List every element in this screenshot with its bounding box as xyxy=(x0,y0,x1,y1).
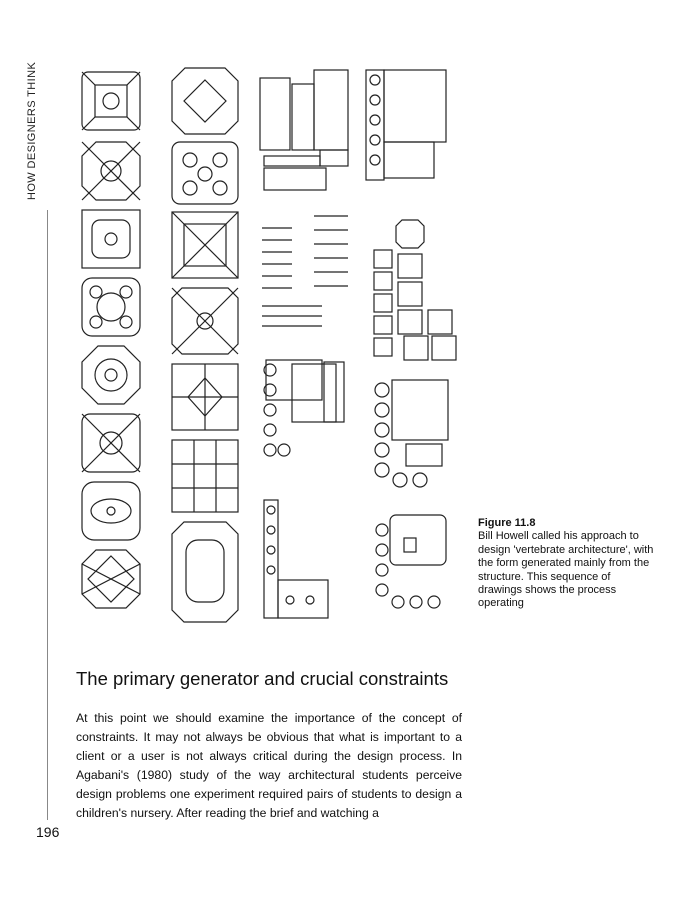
plan-col2-1 xyxy=(172,68,238,134)
plan-col2-3 xyxy=(172,212,238,278)
plan-col2-5 xyxy=(172,364,238,430)
plan-col2-2 xyxy=(172,142,238,204)
body-paragraph: At this point we should examine the importance of the concept of constraints. It may not always be obvious that what is important to a client or a user is not always critical during the design process. In Agabani's (1980) study of the way architectural students perceive design problems one experiment required pairs of students to design a children's nursery. After reading the brief and watching a xyxy=(76,711,462,820)
architectural-plan-drawings-icon xyxy=(70,60,470,630)
plan-col2-6 xyxy=(172,440,238,512)
plan-col3-2 xyxy=(262,216,348,326)
plan-col1-5 xyxy=(82,346,140,404)
plan-col1-7 xyxy=(82,482,140,540)
plan-col2-7 xyxy=(172,522,238,622)
plan-col3-4 xyxy=(264,500,328,618)
margin-rule xyxy=(47,210,48,820)
page-number: 196 xyxy=(36,824,60,840)
plan-col2-4 xyxy=(172,288,238,354)
plan-col1-1 xyxy=(82,72,140,130)
plan-col1-8 xyxy=(82,550,140,608)
plan-col1-4 xyxy=(82,278,140,336)
plan-col4-3 xyxy=(375,380,448,487)
plan-col1-6 xyxy=(82,414,140,472)
plan-col4-4 xyxy=(376,515,446,608)
figure-caption-text: Bill Howell called his approach to design 'vertebrate architecture', with the form generated mainly from the structure. This sequence of drawings shows the process operating xyxy=(478,530,654,610)
plan-col3-1 xyxy=(260,70,348,190)
figure-label: Figure 11.8 xyxy=(478,517,536,529)
plan-col4-1 xyxy=(366,70,446,180)
plan-col3-3 xyxy=(264,360,344,456)
figure-drawings xyxy=(70,60,470,630)
section-heading: The primary generator and crucial constraints xyxy=(76,668,449,689)
plan-col4-2 xyxy=(374,220,456,360)
figure-caption xyxy=(478,517,654,611)
running-head: HOW DESIGNERS THINK xyxy=(26,61,38,200)
plan-col1-3 xyxy=(82,210,140,268)
plan-col1-2 xyxy=(82,142,140,200)
